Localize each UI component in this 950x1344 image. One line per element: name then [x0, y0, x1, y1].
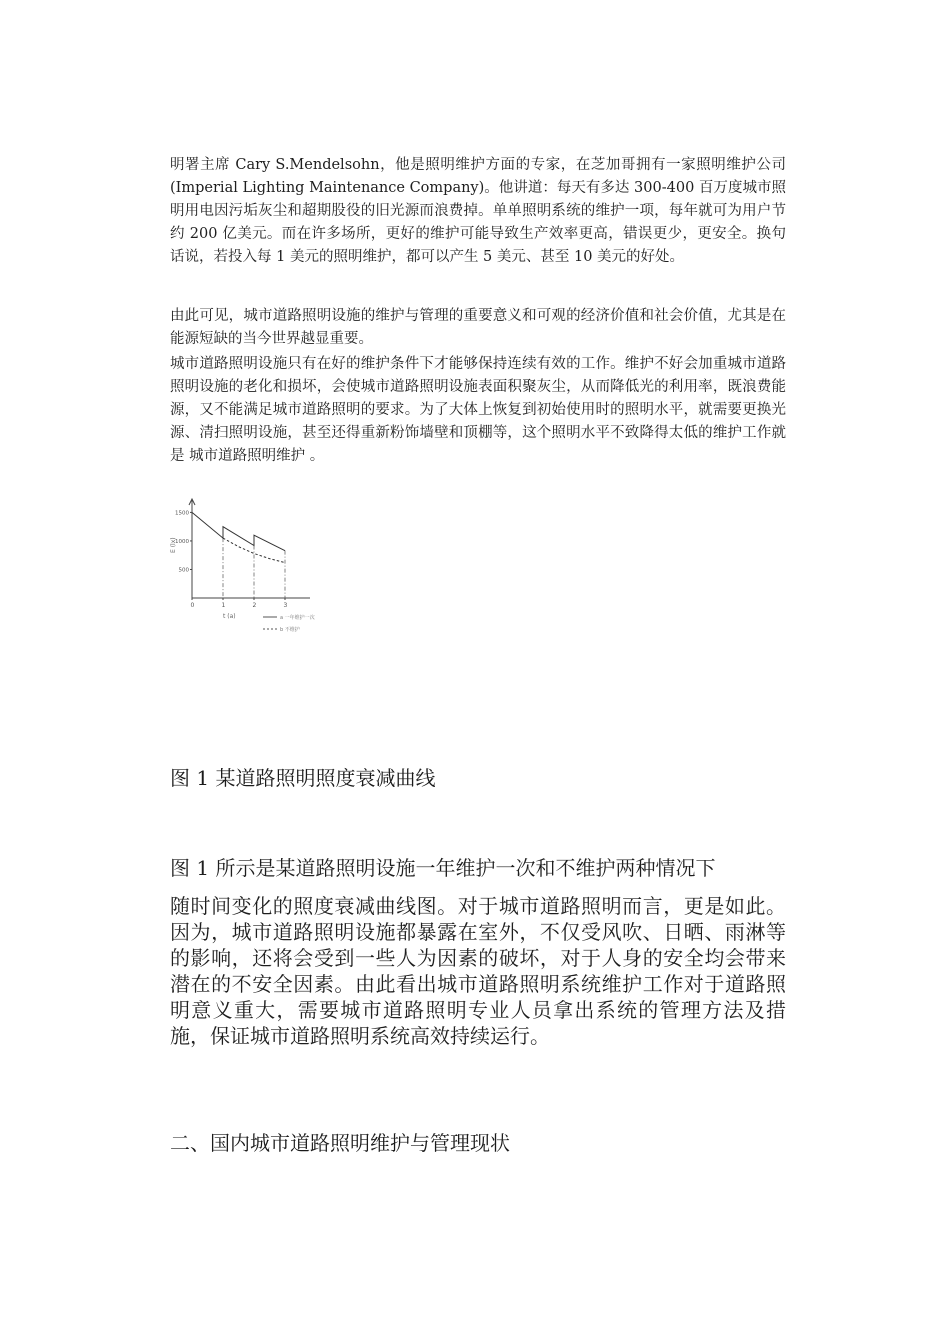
illuminance-decay-figure: [165, 495, 365, 645]
x-tick-label: 1: [221, 602, 226, 609]
illuminance-decay-chart: [165, 495, 365, 645]
section-heading: 二、国内城市道路照明维护与管理现状: [170, 1131, 510, 1155]
series-layer: [192, 512, 285, 598]
paragraph-significance: 由此可见，城市道路照明设施的维护与管理的重要意义和可观的经济价值和社会价值，尤其是在能源短缺的当今世界越显重要。: [170, 308, 786, 347]
paragraph-maintenance-definition: 城市道路照明设施只有在好的维护条件下才能够保持连续有效的工作。维护不好会加重城市道路照明设施的老化和损坏，会使城市道路照明设施表面积聚灰尘，从而降低光的利用率，既浪费能源，又不能满足城市道路照明的要求。为了大体上恢复到初始使用时的照明水平，就需要更换光源、清扫照明设施，甚至还得重新粉饰墙壁和顶棚等，这个照明水平不致降得太低的维护工作就是 城市道路照明维护 。: [170, 356, 786, 464]
figure-caption: 图 1 某道路照明照度衰减曲线: [170, 766, 436, 790]
y-tick-label: 500: [178, 567, 189, 574]
y-tick-label: 1000: [175, 538, 189, 545]
legend-item-b: b 不维护: [280, 627, 300, 633]
y-axis-label: E (lx): [170, 537, 177, 553]
series-line-annual-maintenance: [192, 512, 285, 550]
legend-item-a: a 一年维护一次: [280, 615, 315, 621]
x-tick-label: 2: [252, 602, 257, 609]
x-tick-label: 3: [283, 602, 288, 609]
x-tick-label: 0: [190, 602, 195, 609]
paragraph-figure-description-first-line: 图 1 所示是某道路照明设施一年维护一次和不维护两种情况下: [170, 856, 716, 880]
paragraph-mendelsohn: 明署主席 Cary S.Mendelsohn，他是照明维护方面的专家，在芝加哥拥有一家照明维护公司(Imperial Lighting Maintenance Company)。他讲道：每天有多达 300-400 百万度城市照明用电因污垢灰尘和超期股役的旧光源而浪费掉。单单照明系统的维护一项，每年就可为用户节约 200 亿美元。而在许多场所，更好的维护可能导致生产效率更高，错误更少，更安全。换句话说，若投入每 1 美元的照明维护，都可以产生 5 美元、甚至 10 美元的好处。: [170, 157, 786, 265]
x-axis-label: t (a): [223, 613, 236, 620]
y-tick-label: 1500: [175, 510, 189, 517]
paragraph-figure-description: 随时间变化的照度衰减曲线图。对于城市道路照明而言，更是如此。因为，城市道路照明设施都暴露在室外，不仅受风吹、日晒、雨淋等的影响，还将会受到一些人为因素的破坏，对于人身的安全均会带来潜在的不安全因素。由此看出城市道路照明系统维护工作对于道路照明意义重大，需要城市道路照明专业人员拿出系统的管理方法及措施，保证城市道路照明系统高效持续运行。: [170, 894, 786, 1048]
